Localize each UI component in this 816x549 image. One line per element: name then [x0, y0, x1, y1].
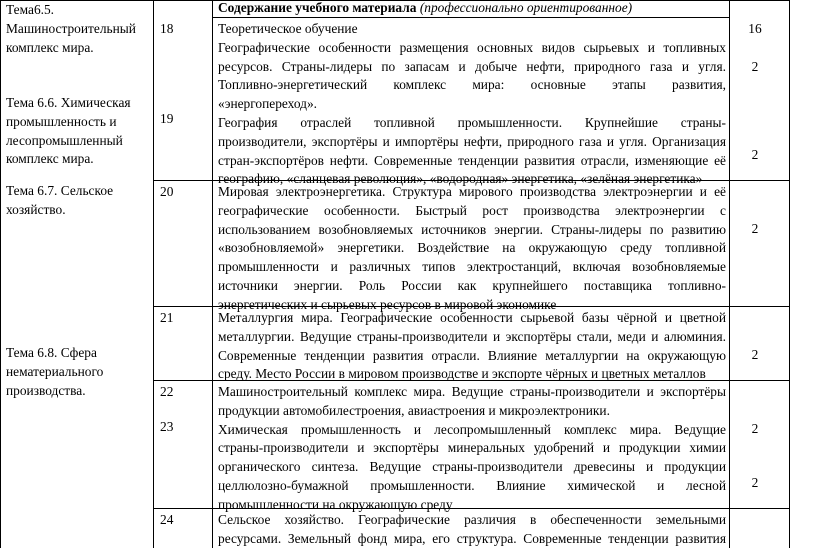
content-line: ресурсами. Земельный фонд мира, его структура. Современные тенденции развития: [218, 530, 726, 546]
content-line: География отраслей топливной промышленности. Крупнейшие страны-: [218, 114, 726, 130]
column-border: [789, 0, 790, 548]
content-line: источники энергии. Роль России как крупнейшего поставщика топливно-: [218, 277, 726, 293]
content-line: среду. Место России в мировом производстве и экспорте чёрных и цветных металлов: [218, 366, 706, 382]
content-line: «возобновляемой» энергетики. Воздействие на окружающую среду топливной: [218, 240, 726, 256]
hours-value: 2: [751, 475, 759, 490]
topic-6-7: Тема 6.7. Сельское хозяйство.: [6, 183, 114, 217]
column-border: [0, 0, 1, 548]
content-line: Географические особенности размещения основных видов сырьевых и топливных: [218, 39, 726, 55]
lesson-number: 23: [160, 419, 174, 434]
lesson-number: 21: [160, 310, 174, 325]
lesson-number: 18: [160, 21, 174, 36]
content-line: «энергопереход».: [218, 96, 318, 112]
header-subtitle: (профессионально ориентированное): [419, 0, 633, 15]
hours-value: 2: [751, 221, 759, 236]
hours-value: 2: [751, 421, 759, 436]
content-line: географию, «сланцевая революция», «водородная» энергетика, «зелёная энергетика»: [218, 171, 703, 187]
column-border: [153, 0, 154, 548]
content-line: Теоретическое обучение: [218, 21, 358, 36]
lesson-number: 19: [160, 111, 174, 126]
content-line: Химическая промышленность и лесопромышленный комплекс мира. Ведущие: [218, 421, 726, 437]
column-border: [729, 0, 730, 548]
hours-value: 2: [751, 347, 759, 362]
content-line: Мировая электроэнергетика. Структура мирового производства электроэнергии и её: [218, 184, 726, 199]
content-line: металлургии. Ведущие страны-производители и экспортёры стали, меди и алюминия.: [218, 328, 726, 344]
lesson-content: [218, 309, 726, 384]
content-line: промышленности и различных типов электростанций, включая возобновляемые: [218, 259, 726, 275]
content-line: Металлургия мира. Географические особенности сырьевой базы чёрной и цветной: [218, 310, 726, 325]
content-line: Сельское хозяйство. Географические различия в обеспеченности земельными: [218, 512, 726, 527]
lesson-number: 24: [160, 512, 174, 527]
content-line: Топливно-энергетический комплекс мира: основные этапы развития,: [218, 77, 726, 93]
content-line: ресурсов. Страны-лидеры по запасам и добыче нефти, природного газа и угля.: [218, 58, 726, 74]
content-line: использованием возобновляемых источников энергии. Страны-лидеры по развитию: [218, 221, 726, 237]
content-line: стран-экспортёров нефти. Современные тенденции развития отрасли, изменяющие её: [218, 152, 726, 168]
hours-value: 2: [751, 59, 759, 74]
hours-value: 16: [748, 21, 762, 36]
column-border: [212, 0, 213, 548]
content-line: продукции автомобилестроения, авиастроения и микроэлектроники.: [218, 402, 610, 418]
content-line: целлюлозно-бумажной промышленности. Влияние химической и лесной: [218, 477, 726, 493]
lesson-content: [218, 383, 726, 515]
lesson-content: [218, 511, 726, 549]
hours-value: 2: [751, 147, 759, 162]
lesson-number: 22: [160, 384, 174, 399]
content-line: производители, экспортёры и импортёры нефти, природного газа и угля. Организация: [218, 133, 726, 149]
topic-6-6: Тема 6.6. Химическая промышленность и лесопромышленный комплекс мира.: [6, 95, 131, 167]
topic-6-5: Тема6.5. Машиностроительный комплекс мира.: [6, 2, 136, 55]
content-line: органического синтеза. Ведущие страны-производители древесины и продукции: [218, 459, 726, 475]
lesson-content: [218, 20, 726, 189]
content-line: Машиностроительный комплекс мира. Ведущие страны-производители и экспортёры: [218, 384, 726, 399]
content-header: [218, 0, 632, 18]
lesson-content: [218, 183, 726, 315]
content-line: страны-производители и экспортёры минеральных удобрений и продукции химии: [218, 440, 726, 456]
content-line: Современные тенденции развития отрасли. Влияние металлургии на окружающую: [218, 347, 726, 363]
content-line: географические особенности. Быстрый рост производства электроэнергии с: [218, 202, 726, 218]
topic-6-8: Тема 6.8. Сфера нематериального производства.: [6, 345, 104, 398]
content-line: промышленности на окружающую среду: [218, 496, 453, 512]
content-line: энергетических и сырьевых ресурсов в мировой экономике: [218, 296, 557, 312]
lesson-number: 20: [160, 184, 174, 199]
header-title: Содержание учебного материала: [218, 0, 417, 15]
